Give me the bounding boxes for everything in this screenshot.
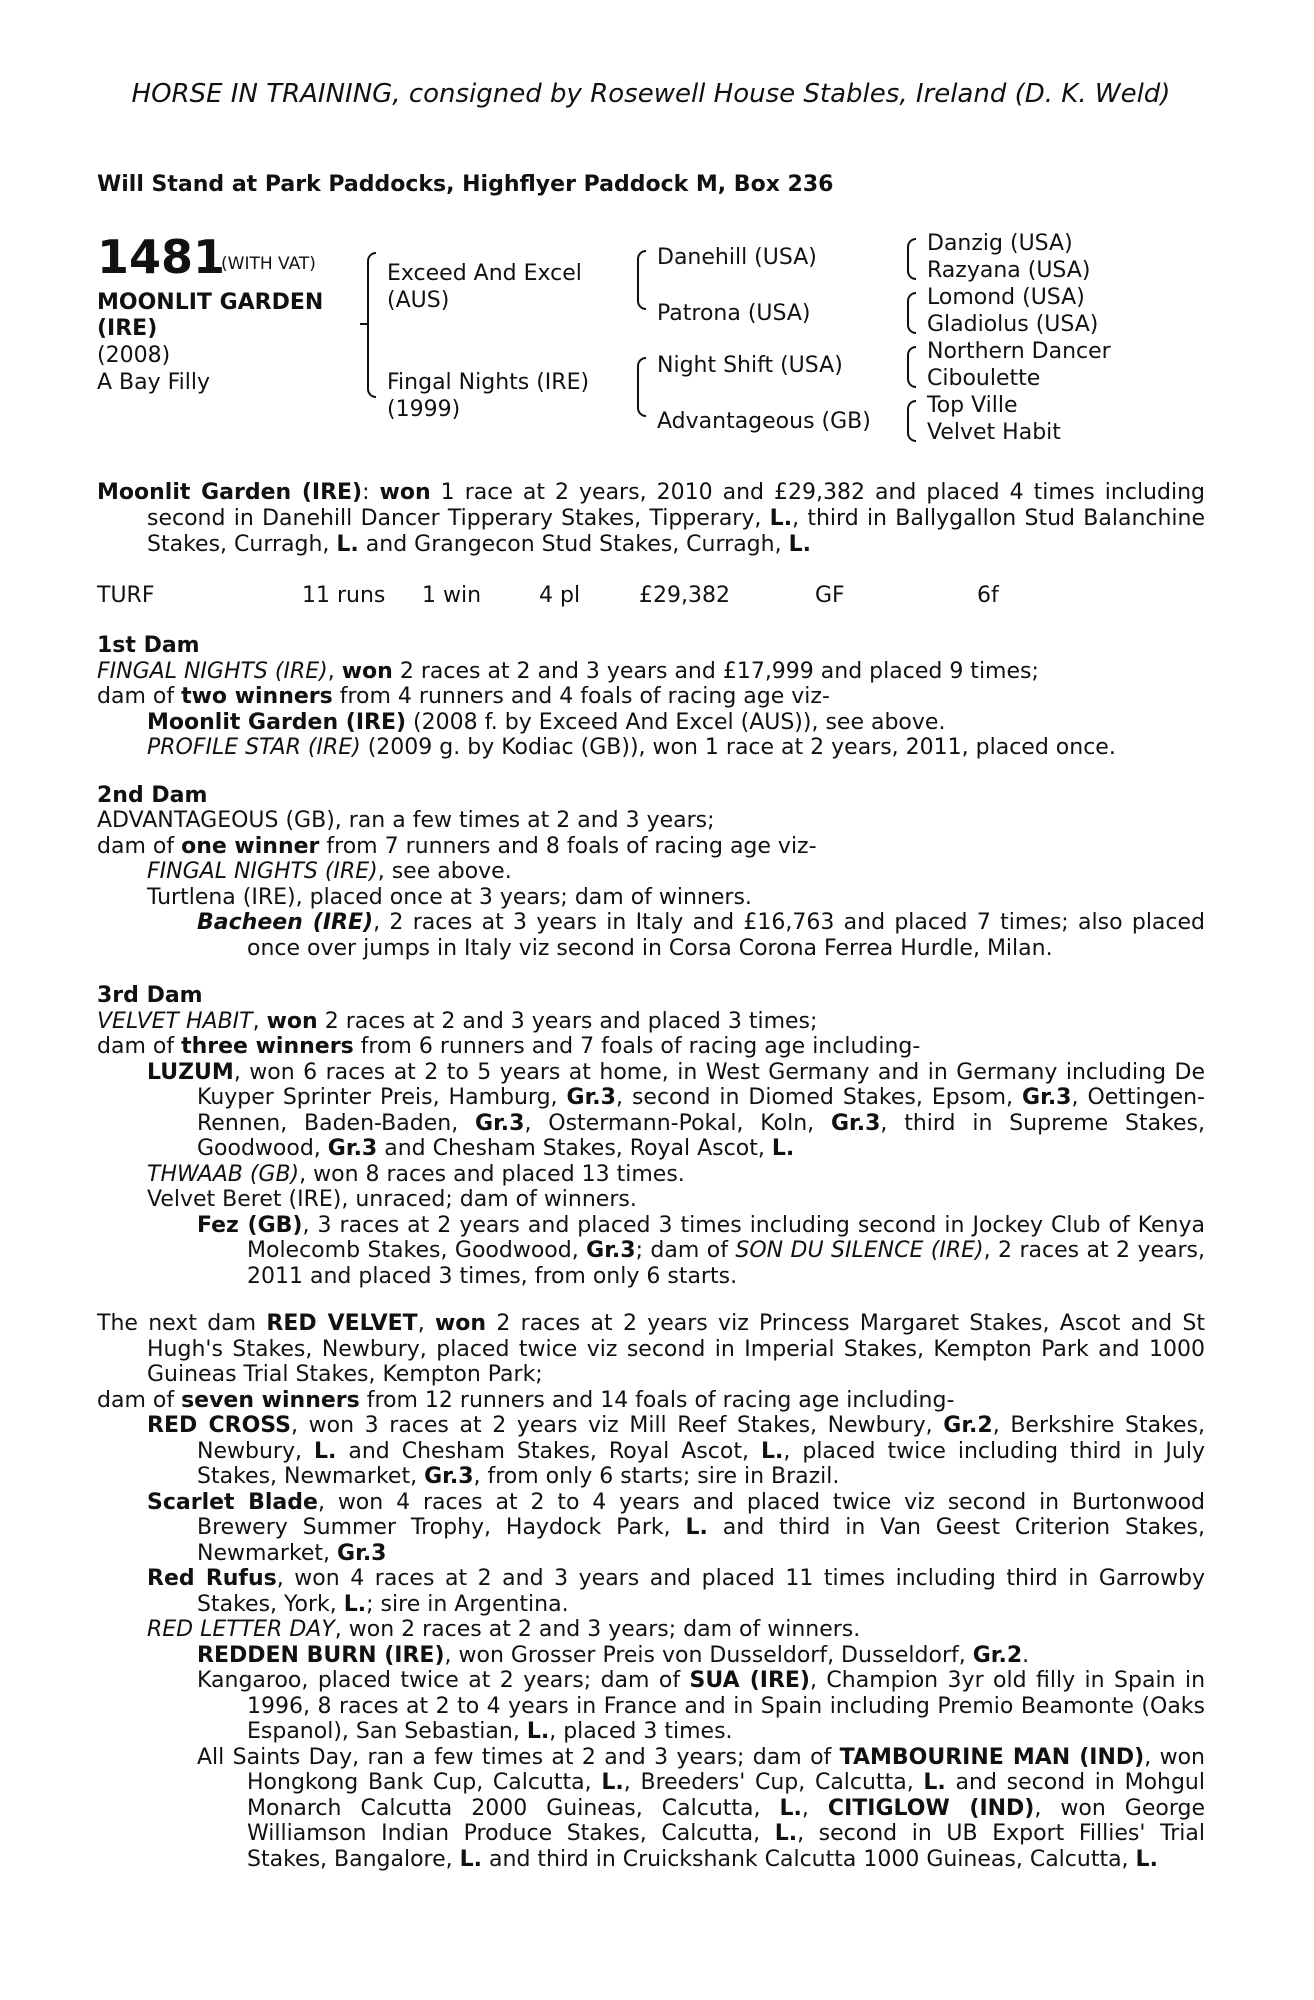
lot-number: 1481 (97, 230, 226, 284)
second-dam-foal-1: FINGAL NIGHTS (IRE), see above. (147, 859, 512, 884)
pedigree-block (97, 230, 1205, 460)
next-dam-line: The next dam RED VELVET, won 2 races at 2 years viz Princess Margaret Stakes, Ascot and St Hugh's Stakes, Newbury, placed twice viz second in Imperial Stakes, Kempton Park and 1000 Guineas Trial Stakes, Kempton Park; (97, 1311, 1205, 1387)
next-dam-grandfoal-all-saints-day: All Saints Day, ran a few times at 2 and 3 years; dam of TAMBOURINE MAN (IND), won Hongkong Bank Cup, Calcutta, L., Breeders' Cup, Calcutta, L. and second in Mohgul Monarch Calcutta 2000 Guineas, Calcutta, L., CITIGLOW (IND), won George Williamson Indian Produce Stakes, Calcutta, L., second in UB Export Fillies' Trial Stakes, Bangalore, L. and third in Cruickshank Calcutta 1000 Guineas, Calcutta, L. (197, 1744, 1205, 1872)
next-dam-grandfoal-redden-burn: REDDEN BURN (IRE), won Grosser Preis von Dusseldorf, Dusseldorf, Gr.2. (197, 1642, 1030, 1668)
brace-g3-4 (907, 400, 916, 442)
horse-name-line1: MOONLIT GARDEN (97, 290, 324, 315)
summary-horse-name: Moonlit Garden (IRE) (97, 480, 363, 505)
next-dam-foal-red-cross: RED CROSS, won 3 races at 2 years viz Mill Reef Stakes, Newbury, Gr.2, Berkshire Stakes, Newbury, L. and Chesham Stakes, Royal Ascot, L., placed twice including third in July Stakes, Newmarket, Gr.3, from only 6 starts; sire in Brazil. (147, 1413, 1205, 1489)
next-dam-foal-red-rufus: Red Rufus, won 4 races at 2 and 3 years and placed 11 times including third in Garrowby Stakes, York, L.; sire in Argentina. (147, 1566, 1206, 1617)
brace-top (367, 252, 376, 326)
dam-year: (1999) (387, 397, 461, 422)
third-dam-grandfoal-fez: Fez (GB), 3 races at 2 years and placed 3 times including second in Jockey Club of Kenya Molecomb Stakes, Goodwood, Gr.3; dam of SON DU SILENCE (IRE), 2 races at 2 years, 2011 and placed 3 times, from only 6 starts. (197, 1212, 1206, 1289)
stat-wins: 1 win (422, 583, 482, 608)
second-dam-produce: dam of one winner from 7 runners and 8 foals of racing age viz- (97, 833, 817, 859)
dam-name: Fingal Nights (IRE) (387, 370, 590, 395)
third-dam-foal-beret: Velvet Beret (IRE), unraced; dam of winners. (147, 1187, 637, 1212)
next-dam-foal-scarlet-blade: Scarlet Blade, won 4 races at 2 to 4 years and placed twice viz second in Burtonwood Brewery Summer Trophy, Haydock Park, L. and third in Van Geest Criterion Stakes, Newmarket, Gr.3 (147, 1489, 1205, 1566)
stat-runs: 11 runs (302, 583, 386, 608)
brace-bottom (367, 324, 376, 398)
horse-name-line2: (IRE) (97, 316, 158, 341)
second-dam-grandfoal: Bacheen (IRE), 2 races at 3 years in Italy and £16,763 and placed 7 times; also placed once over jumps in Italy viz second in Corsa Corona Ferrea Hurdle, Milan. (197, 910, 1206, 961)
vat-note: (WITH VAT) (221, 254, 316, 274)
second-dam-section (97, 783, 1205, 962)
third-dam-foal-luzum: LUZUM, won 6 races at 2 to 5 years at home, in West Germany and in Germany including De Kuyper Sprinter Preis, Hamburg, Gr.3, second in Diomed Stakes, Epsom, Gr.3, Oettingen-Rennen, Baden-Baden, Gr.3, Ostermann-Pokal, Koln, Gr.3, third in Supreme Stakes, Goodwood, Gr.3 and Chesham Stakes, Royal Ascot, L. (147, 1059, 1205, 1161)
stat-earnings: £29,382 (639, 583, 730, 608)
horse-name (97, 290, 367, 342)
brace-sire-parents (637, 250, 646, 310)
third-dam-section (97, 983, 1205, 1289)
first-dam-foal-1: Moonlit Garden (IRE) (2008 f. by Exceed And Excel (AUS)), see above. (147, 709, 946, 735)
race-summary (97, 480, 1205, 558)
stat-surface: TURF (97, 583, 155, 608)
stand-location: Will Stand at Park Paddocks, Highflyer Paddock M, Box 236 (97, 172, 834, 197)
brace-g3-2 (907, 292, 916, 334)
dam-history (97, 633, 1205, 1894)
ds-dam: Ciboulette (927, 366, 1041, 391)
third-dam-line: VELVET HABIT, won 2 races at 2 and 3 years and placed 3 times; (97, 1008, 818, 1034)
third-dam-heading: 3rd Dam (97, 983, 203, 1008)
first-dam-line: FINGAL NIGHTS (IRE), won 2 races at 2 and 3 years and £17,999 and placed 9 times; (97, 658, 1039, 684)
consignment-heading: HORSE IN TRAINING, consigned by Rosewell House Stables, Ireland (D. K. Weld) (131, 79, 1171, 109)
next-dam-section (97, 1311, 1205, 1872)
third-dam-foal-thwaab: THWAAB (GB), won 8 races and placed 13 times. (147, 1161, 685, 1187)
ds-sire: Northern Dancer (927, 339, 1111, 364)
dam-dam: Advantageous (GB) (657, 409, 871, 434)
dam-sire: Night Shift (USA) (657, 353, 843, 378)
first-dam-heading: 1st Dam (97, 633, 200, 658)
next-dam-foal-red-letter-day: RED LETTER DAY, won 2 races at 2 and 3 years; dam of winners. (147, 1617, 861, 1642)
sire-sire: Danehill (USA) (657, 245, 817, 270)
dd-sire: Top Ville (927, 393, 1018, 418)
next-dam-produce: dam of seven winners from 12 runners and 14 foals of racing age including- (97, 1387, 955, 1413)
first-dam-section (97, 633, 1205, 761)
stat-placed: 4 pl (539, 583, 581, 608)
ss-dam: Razyana (USA) (927, 258, 1091, 283)
dd-dam: Velvet Habit (927, 420, 1061, 445)
stat-going: GF (815, 583, 845, 608)
brace-g3-3 (907, 346, 916, 388)
second-dam-foal-2: Turtlena (IRE), placed once at 3 years; dam of winners. (147, 884, 752, 910)
stat-distance: 6f (977, 583, 999, 608)
sire-dam: Patrona (USA) (657, 301, 811, 326)
summary-paragraph: Moonlit Garden (IRE): won 1 race at 2 years, 2010 and £29,382 and placed 4 times including second in Danehill Dancer Tipperary Stakes, Tipperary, L., third in Ballygallon Stud Balanchine Stakes, Curragh, L. and Grangecon Stud Stakes, Curragh, L. (97, 480, 1206, 557)
brace-dam-parents (637, 357, 646, 417)
second-dam-line: ADVANTAGEOUS (GB), ran a few times at 2 and 3 years; (97, 808, 715, 833)
brace-tip (360, 323, 367, 325)
next-dam-grandfoal-kangaroo: Kangaroo, placed twice at 2 years; dam of SUA (IRE), Champion 3yr old filly in Spain in 1996, 8 races at 2 to 4 years in France and in Spain including Premio Beamonte (Oaks Espanol), San Sebastian, L., placed 3 times. (197, 1668, 1206, 1744)
third-dam-produce: dam of three winners from 6 runners and 7 foals of racing age including- (97, 1034, 921, 1059)
foaling-year: (2008) (97, 343, 171, 368)
horse-description: A Bay Filly (97, 370, 211, 395)
sd-sire: Lomond (USA) (927, 285, 1085, 310)
second-dam-heading: 2nd Dam (97, 782, 208, 808)
first-dam-foal-2: PROFILE STAR (IRE) (2009 g. by Kodiac (GB)), won 1 race at 2 years, 2011, placed once. (147, 735, 1116, 760)
sire-name: Exceed And Excel (387, 261, 582, 286)
sd-dam: Gladiolus (USA) (927, 312, 1099, 337)
first-dam-produce: dam of two winners from 4 runners and 4 foals of racing age viz- (97, 684, 830, 709)
brace-g3-1 (907, 238, 916, 280)
sire-country: (AUS) (387, 288, 450, 313)
ss-sire: Danzig (USA) (927, 231, 1073, 256)
